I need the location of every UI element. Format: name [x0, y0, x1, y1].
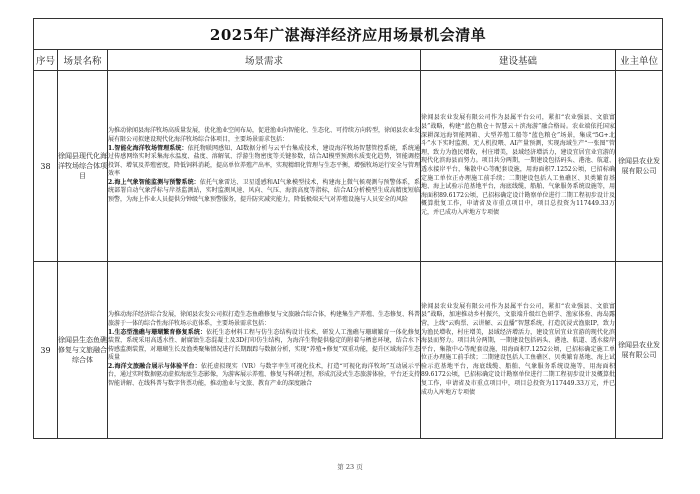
- document-sheet: [33, 18, 662, 439]
- table-header-row: [34, 50, 663, 71]
- construction-basis: 徐闻县农业发展有限公司作为县属平台公司，紧扣“农业强县、文旅富县”战略，构建“蓝色粮仓＋智慧云＋滨海游”融合格局。农业端依托国家深耕深远海智能网箱、大型养殖工船等“蓝色粮仓”场景，集成“5G+北斗”水下实时监测、无人机投喂、AI产量预测，实现海域生产“一张图”管理，致力为渔民增收，村庄增美，县域经济增活力，建设宜居宜业宜游的现代化滨海县而努力。项目共分两期，一期建设包括码头、港池、航道、透水接岸平台，集散中心等配套设施，用海面积7.1252公顷，已招标确定施工单位正办理施工前手续；二期建设包括人工鱼礁区、贝类繁育基地、海上试验示范基地平台，海底线缆，船舶、气象服务系统设施等，用海面积89.6172公顷，已招标确定设计勘察单位进行二期工程初步设计及概算批复工作，申请省及市重点项目中，项目总投资为117449.33万元，并已成功入库地方专项债: [421, 71, 616, 262]
- scenario-name: 徐闻县现代化海洋牧场综合体项目: [58, 71, 108, 262]
- owner-unit: 徐闻县农业发展有限公司: [616, 71, 663, 262]
- column-header-index: 序号: [34, 50, 58, 71]
- demand-item-text: 依托虚拟现实（VR）与数字孪生可视化技术，打造“可视化海洋牧场”互动展示平台，通过实时数据驱动虚拟海底生态影像，为游客展示养殖、修复与科研过程，形成沉浸式生态旅游体验，平台还支持智能讲解、在线科普与数字售票功能，推动渔业与文旅、教育产业的深度融合: [108, 362, 421, 388]
- scenario-demand: [108, 71, 421, 262]
- demand-item: [108, 145, 420, 179]
- column-header-basis: 建设基础: [421, 50, 616, 71]
- column-header-demand: 场景需求: [108, 50, 421, 71]
- scenario-name: 徐闻县生态鱼礁修复与文旅融合综合体: [58, 262, 108, 439]
- row-index: 39: [34, 262, 58, 439]
- demand-item-heading: 1.生态型渔礁与珊瑚繁育修复系统：: [108, 328, 207, 336]
- table-row: [34, 262, 663, 439]
- row-index: 38: [34, 71, 58, 262]
- demand-item-heading: 1.智能化海洋牧场管理系统：: [108, 144, 188, 152]
- demand-item: [108, 329, 420, 363]
- table-row: [34, 71, 663, 262]
- demand-item-heading: 2.海上气象智能监测与预警系统：: [108, 178, 200, 186]
- scenario-demand: [108, 262, 421, 439]
- document-title: 2025年广湛海洋经济应用场景机会清单: [34, 19, 663, 50]
- construction-basis: 徐闻县农业发展有限公司作为县属平台公司，紧扣“农业强县、文旅富县”战略，加速推动乡村振兴，文旅端升级红色研学、渔家体验、海岛露营，上线“云购票、云讲解、云直播”智慧系统，打造沉浸式渔旅IP，致力为渔民增收，村庄增美，县域经济增活力，建设宜居宜业宜游的现代化滨海县而努力。项目共分两期，一期建设包括码头、港池、航道、透水接岸平台，集散中心等配套设施，用海面积7.1252公顷，已招标确定施工单位正办理施工前手续；二期建设包括人工鱼礁区、贝类繁育基地、海上试验示范基地平台，海底线缆、船舶、气象服务系统设施等，用海面积89.6172公顷，已招标确定设计勘察单位进行二期工程初步设计及概算批复工作，申请省及市重点项目中，项目总投资为117449.33万元，并已成功入库地方专项债: [421, 262, 616, 439]
- demand-item-text: 依托生态材料工程与仿生态结构设计技术，研发人工渔礁与珊瑚繁育一体化修复装置，系统采用高透水性、耐腐蚀生态混凝土及3D打印仿生结构，为海洋生物提供稳定的附着与栖息环境，结合水下传感监测装置，对珊瑚生长及渔类聚集情况进行长期跟踪与数据分析，实现“养殖+修复”双重功能，提升区域海洋生态质量: [108, 328, 420, 362]
- demand-item: [108, 179, 420, 205]
- page-number: 第 23 页: [337, 463, 363, 471]
- demand-intro: 为推动海洋经济综合发展，徐闻县农发公司拟打造生态鱼礁修复与文旅融合综合体，构建集生产养殖、生态修复、科普旅游于一体的综合性海洋牧场示范体系，主要场景需求包括：: [108, 311, 421, 327]
- column-header-owner: 业主单位: [616, 50, 663, 71]
- demand-item-heading: 2.海洋文旅融合展示与体验平台：: [108, 362, 201, 370]
- owner-unit: 徐闻县农业发展有限公司: [616, 262, 663, 439]
- column-header-name: 场景名称: [58, 50, 108, 71]
- demand-intro: 为推动徐闻县海洋牧场高质量发展，优化渔业空间布局，促进渔业向智能化、生态化、可持续方向转型，徐闻县农业发展有限公司拟建设现代化海洋牧场综合体项目，主要场景需求包括：: [108, 127, 421, 143]
- demand-item-text: 依托物联网感知、AI数据分析与云平台集成技术，建设海洋牧场智慧管控系统，系统通过传感网络实时采集海水温度、盐度、溶解氧、浮游生物密度等关键参数，结合AI模型预测水质变化趋势，智能调控投饵、增氧及养殖密度，降低饲料消耗，提高单位养殖产出率，实现精细化管理与生态平衡，增强牧场运行安全与管理效率: [108, 144, 421, 178]
- demand-item-text: 依托气象雷达、卫星遥感和AI气象模型技术，构建海上微气候观测与预警体系，系统部署自动气象浮标与岸基监测站，实时监测风速、风向、气压、海浪高度等指标，结合AI分析模型生成高精度短临预警，为海上作业人员提供分钟级气象预警服务，提升防灾减灾能力，降低极端天气对养殖设施与人员安全的风险: [108, 178, 420, 204]
- opportunity-table: [33, 18, 663, 439]
- demand-item: [108, 363, 420, 389]
